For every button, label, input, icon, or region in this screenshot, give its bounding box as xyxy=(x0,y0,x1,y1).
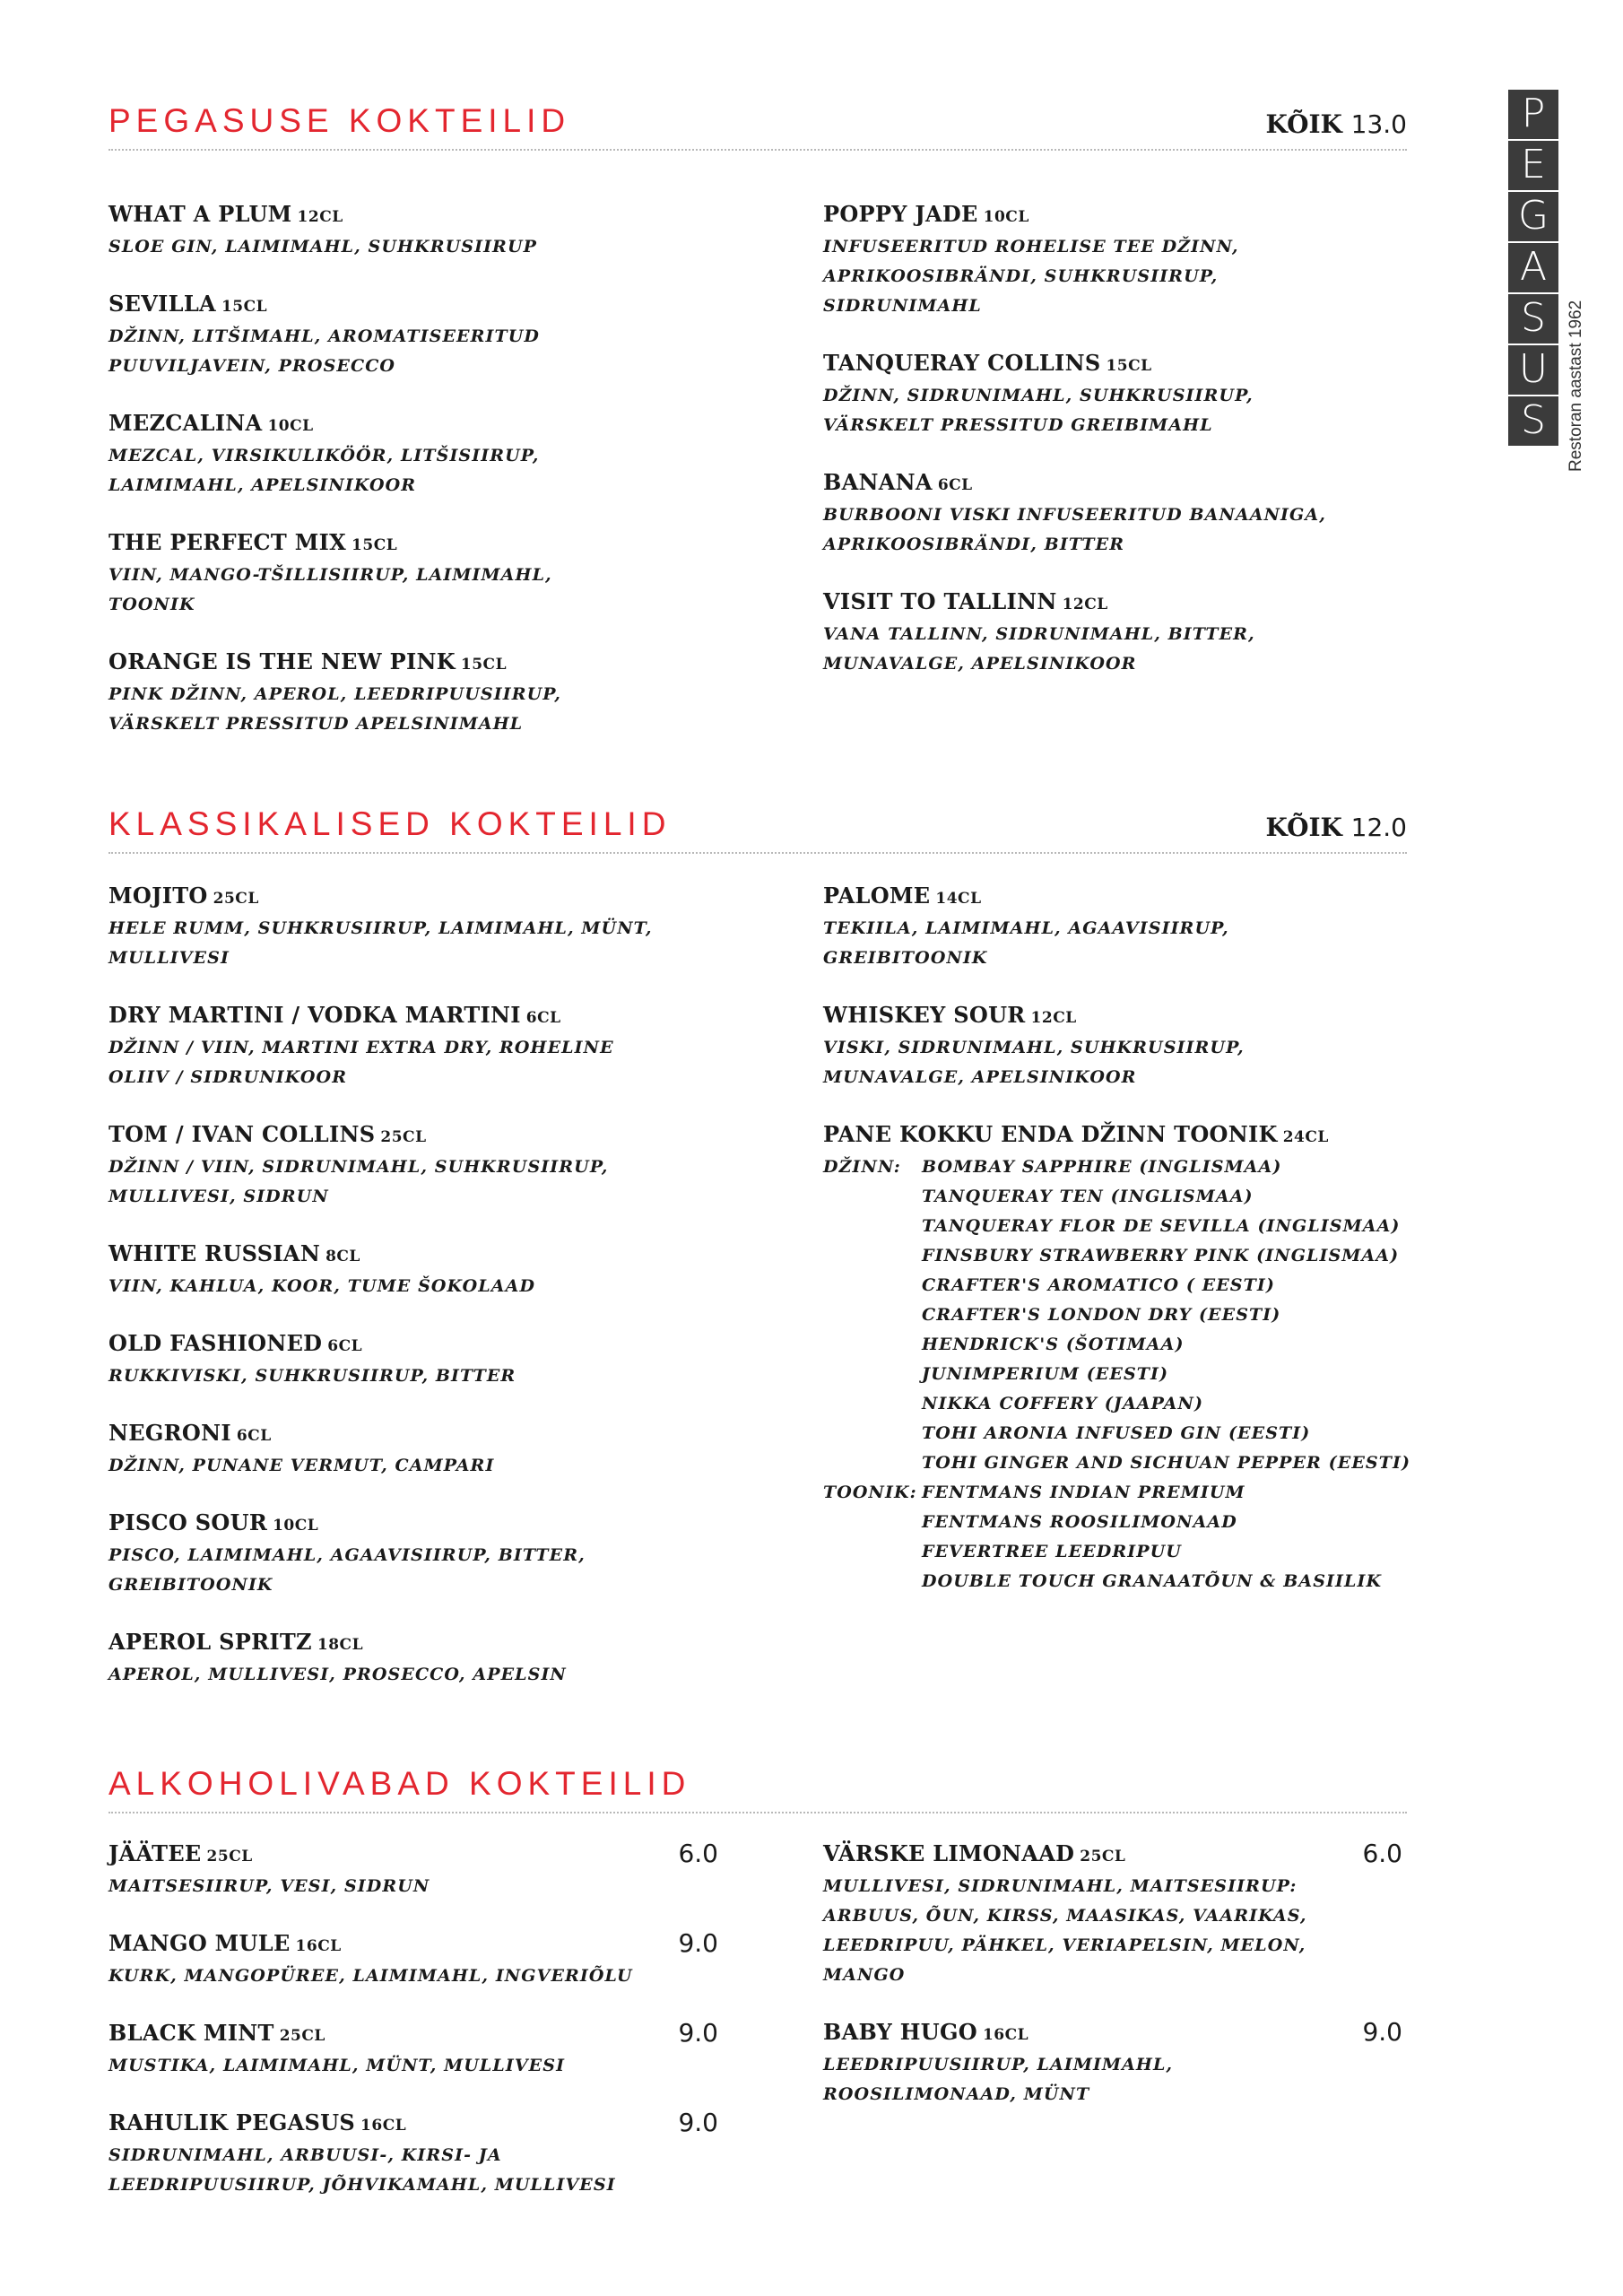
menu-item xyxy=(108,1508,790,1600)
item-name-line xyxy=(108,1328,790,1361)
item-price: 9.0 xyxy=(678,2108,718,2137)
alkoholivabad-left-column xyxy=(108,1839,718,2227)
item-desc: MUSTIKA, LAIMIMAHL, MÜNT, MULLIVESI xyxy=(108,2056,566,2075)
logo-letter: S xyxy=(1508,294,1558,344)
menu-item xyxy=(823,1000,1433,1092)
item-volume: 25CL xyxy=(1080,1848,1126,1866)
gin-options xyxy=(823,1152,1433,1478)
item-desc: DŽINN, PUNANE VERMUT, CAMPARI xyxy=(108,1456,495,1475)
gin-option: TANQUERAY TEN (INGLISMAA) xyxy=(922,1187,1254,1206)
item-volume: 8CL xyxy=(325,1248,360,1265)
item-desc: GREIBITOONIK xyxy=(823,948,988,968)
item-volume: 6CL xyxy=(236,1427,272,1445)
item-volume: 16CL xyxy=(295,1937,342,1955)
item-volume: 25CL xyxy=(380,1128,427,1146)
item-desc: SLOE GIN, LAIMIMAHL, SUHKRUSIIRUP xyxy=(108,237,538,257)
item-desc: BURBOONI VISKI INFUSEERITUD BANAANIGA, xyxy=(823,505,1326,525)
item-desc: MUNAVALGE, APELSINIKOOR xyxy=(823,1067,1137,1087)
item-name: PALOME xyxy=(823,883,931,909)
item-volume: 25CL xyxy=(279,2027,325,2045)
item-volume: 6CL xyxy=(937,476,973,494)
item-desc: GREIBITOONIK xyxy=(108,1575,273,1595)
item-desc: PUUVILJAVEIN, PROSECCO xyxy=(108,356,396,376)
menu-item xyxy=(108,1928,718,1991)
item-name-line xyxy=(823,2017,1402,2050)
item-name: PISCO SOUR xyxy=(108,1509,268,1535)
item-name-line xyxy=(108,1928,718,1961)
item-desc: TEKIILA, LAIMIMAHL, AGAAVISIIRUP, xyxy=(823,918,1229,938)
menu-item xyxy=(108,647,790,739)
tonic-option: FENTMANS ROOSILIMONAAD xyxy=(922,1512,1237,1532)
item-name: OLD FASHIONED xyxy=(108,1330,323,1356)
item-price: 6.0 xyxy=(678,1839,718,1868)
item-volume: 15CL xyxy=(460,656,508,674)
tonic-option: FEVERTREE LEEDRIPUU xyxy=(922,1542,1182,1561)
item-name: VISIT TO TALLINN xyxy=(823,588,1057,614)
item-name: WHISKEY SOUR xyxy=(823,1002,1026,1028)
item-desc: VANA TALLINN, SIDRUNIMAHL, BITTER, xyxy=(823,624,1255,644)
item-desc: VISKI, SIDRUNIMAHL, SUHKRUSIIRUP, xyxy=(823,1038,1245,1057)
item-desc: ARBUUS, ÕUN, KIRSS, MAASIKAS, VAARIKAS, xyxy=(823,1906,1307,1926)
logo-letter: A xyxy=(1508,243,1558,292)
item-volume: 15CL xyxy=(1106,357,1152,375)
item-name: PANE KOKKU ENDA DŽINN TOONIK xyxy=(823,1121,1278,1147)
item-name: NEGRONI xyxy=(108,1420,231,1446)
section-title: ALKOHOLIVABAD KOKTEILID xyxy=(108,1765,691,1802)
menu-item xyxy=(108,2018,718,2081)
item-volume: 12CL xyxy=(1030,1009,1077,1027)
logo-letter: S xyxy=(1508,396,1558,446)
item-desc: APRIKOOSIBRÄNDI, BITTER xyxy=(823,535,1125,554)
logo-letter: G xyxy=(1508,192,1558,241)
item-volume: 10CL xyxy=(273,1517,319,1535)
item-name: APEROL SPRITZ xyxy=(108,1629,312,1655)
logo-letter: U xyxy=(1508,345,1558,395)
klassikalised-left-column xyxy=(108,881,790,1717)
item-name-line xyxy=(108,199,790,232)
gin-option: TOHI ARONIA INFUSED GIN (EESTI) xyxy=(922,1423,1311,1443)
section-title: PEGASUSE KOKTEILID xyxy=(108,102,571,139)
menu-item xyxy=(108,1627,790,1690)
item-desc: DŽINN, LITŠIMAHL, AROMATISEERITUD xyxy=(108,326,540,346)
gin-option: HENDRICK'S (ŠOTIMAA) xyxy=(922,1335,1185,1354)
item-name: VÄRSKE LIMONAAD xyxy=(823,1840,1075,1866)
item-desc: TOONIK xyxy=(108,595,195,614)
menu-item xyxy=(108,408,790,500)
item-desc: VIIN, KAHLUA, KOOR, TUME ŠOKOLAAD xyxy=(108,1276,536,1296)
item-volume: 12CL xyxy=(1062,596,1108,613)
gin-option: CRAFTER'S LONDON DRY (EESTI) xyxy=(922,1305,1281,1325)
price-prefix: KÕIK xyxy=(1265,813,1342,842)
menu-item xyxy=(108,527,790,620)
item-name-line xyxy=(108,289,790,322)
item-volume: 6CL xyxy=(525,1009,561,1027)
item-name-line xyxy=(108,1627,790,1660)
section-header-alkoholivabad xyxy=(108,1760,1407,1813)
item-name-line xyxy=(108,1508,790,1541)
item-name-line xyxy=(823,199,1505,232)
item-name: POPPY JADE xyxy=(823,201,978,227)
item-desc: MAITSESIIRUP, VESI, SIDRUN xyxy=(108,1876,430,1896)
gin-option: NIKKA COFFERY (JAAPAN) xyxy=(922,1394,1204,1413)
item-desc: MANGO xyxy=(823,1965,906,1985)
item-volume: 25CL xyxy=(206,1848,253,1866)
item-name-line xyxy=(108,408,790,441)
section-header-klassikalised xyxy=(108,800,1407,854)
item-desc: VÄRSKELT PRESSITUD APELSINIMAHL xyxy=(108,714,524,734)
item-name-line xyxy=(108,1000,790,1033)
menu-item xyxy=(823,467,1505,560)
tonic-list xyxy=(922,1478,1433,1596)
item-name-line xyxy=(108,2108,718,2141)
item-desc: PISCO, LAIMIMAHL, AGAAVISIIRUP, BITTER, xyxy=(108,1545,586,1565)
item-name-line xyxy=(108,2018,718,2051)
price-value: 12.0 xyxy=(1350,813,1407,842)
menu-item xyxy=(108,1119,790,1212)
menu-item xyxy=(108,199,790,262)
menu-item xyxy=(108,1328,790,1391)
item-volume: 14CL xyxy=(935,890,982,908)
item-desc: LEEDRIPUUSIIRUP, LAIMIMAHL, xyxy=(823,2055,1174,2074)
logo-letter: P xyxy=(1508,90,1558,139)
gin-tonic-builder xyxy=(823,1119,1433,1596)
item-name: MEZCALINA xyxy=(108,410,263,436)
item-desc: SIDRUNIMAHL, ARBUUSI-, KIRSI- JA xyxy=(108,2145,502,2165)
item-volume: 25CL xyxy=(213,890,259,908)
gin-label: DŽINN: xyxy=(823,1157,901,1177)
item-name: MOJITO xyxy=(108,883,208,909)
item-desc: APRIKOOSIBRÄNDI, SUHKRUSIIRUP, xyxy=(823,266,1219,286)
item-desc: DŽINN, SIDRUNIMAHL, SUHKRUSIIRUP, xyxy=(823,386,1254,405)
menu-item xyxy=(108,2108,718,2200)
item-name: JÄÄTEE xyxy=(108,1840,202,1866)
item-desc: LEEDRIPUU, PÄHKEL, VERIAPELSIN, MELON, xyxy=(823,1935,1306,1955)
item-name-line xyxy=(823,348,1505,381)
item-name-line xyxy=(108,1119,790,1152)
item-desc: ROOSILIMONAAD, MÜNT xyxy=(823,2084,1090,2104)
tonic-label: TOONIK: xyxy=(823,1483,917,1502)
pegasus-logo xyxy=(1508,90,1558,448)
price-value: 13.0 xyxy=(1350,109,1407,139)
item-volume: 16CL xyxy=(982,2026,1029,2044)
item-desc: VIIN, MANGO-TŠILLISIIRUP, LAIMIMAHL, xyxy=(108,565,552,585)
menu-item xyxy=(823,587,1505,679)
item-volume: 15CL xyxy=(221,298,268,316)
menu-item xyxy=(108,1839,718,1901)
menu-item xyxy=(823,199,1505,321)
item-desc: DŽINN / VIIN, SIDRUNIMAHL, SUHKRUSIIRUP, xyxy=(108,1157,609,1177)
gin-option: BOMBAY SAPPHIRE (INGLISMAA) xyxy=(922,1157,1282,1177)
gin-option: FINSBURY STRAWBERRY PINK (INGLISMAA) xyxy=(922,1246,1400,1265)
item-name-line xyxy=(108,647,790,680)
menu-item xyxy=(823,881,1433,973)
item-desc: OLIIV / SIDRUNIKOOR xyxy=(108,1067,348,1087)
menu-item xyxy=(823,2017,1402,2109)
item-price: 6.0 xyxy=(1362,1839,1402,1868)
gin-list xyxy=(922,1152,1433,1478)
tonic-option: FENTMANS INDIAN PREMIUM xyxy=(922,1483,1245,1502)
pegasuse-left-column xyxy=(108,199,790,766)
item-volume: 6CL xyxy=(327,1337,363,1355)
tonic-option: DOUBLE TOUCH GRANAATÕUN & BASIILIK xyxy=(922,1571,1383,1591)
item-desc: MULLIVESI, SIDRUNIMAHL, MAITSESIIRUP: xyxy=(823,1876,1298,1896)
item-name-line xyxy=(823,1839,1402,1872)
section-title: KLASSIKALISED KOKTEILID xyxy=(108,805,672,842)
menu-item xyxy=(108,289,790,381)
item-volume: 15CL xyxy=(352,536,398,554)
item-desc: LEEDRIPUUSIIRUP, JÕHVIKAMAHL, MULLIVESI xyxy=(108,2175,616,2195)
section-price xyxy=(1265,109,1407,139)
menu-item xyxy=(108,881,790,973)
item-volume: 18CL xyxy=(317,1636,364,1654)
item-volume: 10CL xyxy=(267,417,314,435)
item-name: RAHULIK PEGASUS xyxy=(108,2109,356,2135)
item-name: SEVILLA xyxy=(108,291,216,317)
item-desc: MUNAVALGE, APELSINIKOOR xyxy=(823,654,1137,674)
item-desc: MEZCAL, VIRSIKULIKÖÖR, LITŠISIIRUP, xyxy=(108,446,540,465)
menu-item xyxy=(823,1839,1402,1990)
item-desc: PINK DŽINN, APEROL, LEEDRIPUUSIIRUP, xyxy=(108,684,561,704)
logo-subtitle: Restoran aastast 1962 xyxy=(1567,300,1585,472)
item-name: BABY HUGO xyxy=(823,2019,977,2045)
item-desc: MULLIVESI, SIDRUN xyxy=(108,1187,329,1206)
item-name-line xyxy=(823,1119,1433,1152)
gin-option: CRAFTER'S AROMATICO ( EESTI) xyxy=(922,1275,1275,1295)
item-volume: 12CL xyxy=(297,208,343,226)
logo-letter: E xyxy=(1508,141,1558,190)
price-prefix: KÕIK xyxy=(1265,109,1342,139)
item-name: ORANGE IS THE NEW PINK xyxy=(108,648,456,674)
alkoholivabad-right-column xyxy=(823,1839,1402,2136)
menu-item xyxy=(108,1418,790,1481)
item-price: 9.0 xyxy=(1362,2017,1402,2047)
item-desc: DŽINN / VIIN, MARTINI EXTRA DRY, ROHELINE xyxy=(108,1038,614,1057)
item-name: BLACK MINT xyxy=(108,2020,274,2046)
item-desc: HELE RUMM, SUHKRUSIIRUP, LAIMIMAHL, MÜNT, xyxy=(108,918,653,938)
item-name-line xyxy=(823,587,1505,620)
item-name: THE PERFECT MIX xyxy=(108,529,347,555)
item-price: 9.0 xyxy=(678,2018,718,2048)
section-header-pegasuse xyxy=(108,97,1407,151)
item-name: WHITE RUSSIAN xyxy=(108,1240,321,1266)
pegasuse-right-column xyxy=(823,199,1505,706)
item-name-line xyxy=(108,1239,790,1272)
item-volume: 16CL xyxy=(360,2117,407,2135)
item-name-line xyxy=(108,1418,790,1451)
item-name-line xyxy=(108,527,790,561)
item-name-line xyxy=(108,881,790,914)
item-name-line xyxy=(823,881,1433,914)
menu-item xyxy=(823,348,1505,440)
menu-item xyxy=(108,1239,790,1301)
item-desc: VÄRSKELT PRESSITUD GREIBIMAHL xyxy=(823,415,1213,435)
item-name-line xyxy=(108,1839,718,1872)
tonic-options xyxy=(823,1478,1433,1596)
gin-option: TOHI GINGER AND SICHUAN PEPPER (EESTI) xyxy=(922,1453,1411,1473)
item-name: DRY MARTINI / VODKA MARTINI xyxy=(108,1002,521,1028)
item-desc: INFUSEERITUD ROHELISE TEE DŽINN, xyxy=(823,237,1239,257)
item-volume: 10CL xyxy=(983,208,1029,226)
menu-item xyxy=(108,1000,790,1092)
section-price xyxy=(1265,813,1407,842)
item-name: TANQUERAY COLLINS xyxy=(823,350,1101,376)
item-name: MANGO MULE xyxy=(108,1930,291,1956)
item-price: 9.0 xyxy=(678,1928,718,1958)
item-name: BANANA xyxy=(823,469,933,495)
item-name: TOM / IVAN COLLINS xyxy=(108,1121,376,1147)
item-volume: 24CL xyxy=(1282,1128,1329,1146)
item-desc: APEROL, MULLIVESI, PROSECCO, APELSIN xyxy=(108,1665,567,1684)
item-desc: MULLIVESI xyxy=(108,948,230,968)
item-name-line xyxy=(823,467,1505,500)
gin-option: TANQUERAY FLOR DE SEVILLA (INGLISMAA) xyxy=(922,1216,1401,1236)
item-desc: KURK, MANGOPÜREE, LAIMIMAHL, INGVERIÕLU xyxy=(108,1966,633,1986)
item-name: WHAT A PLUM xyxy=(108,201,292,227)
item-desc: RUKKIVISKI, SUHKRUSIIRUP, BITTER xyxy=(108,1366,516,1386)
item-name-line xyxy=(823,1000,1433,1033)
klassikalised-right-column xyxy=(823,881,1433,1623)
item-desc: LAIMIMAHL, APELSINIKOOR xyxy=(108,475,417,495)
gin-option: JUNIMPERIUM (EESTI) xyxy=(922,1364,1169,1384)
item-desc: SIDRUNIMAHL xyxy=(823,296,982,316)
